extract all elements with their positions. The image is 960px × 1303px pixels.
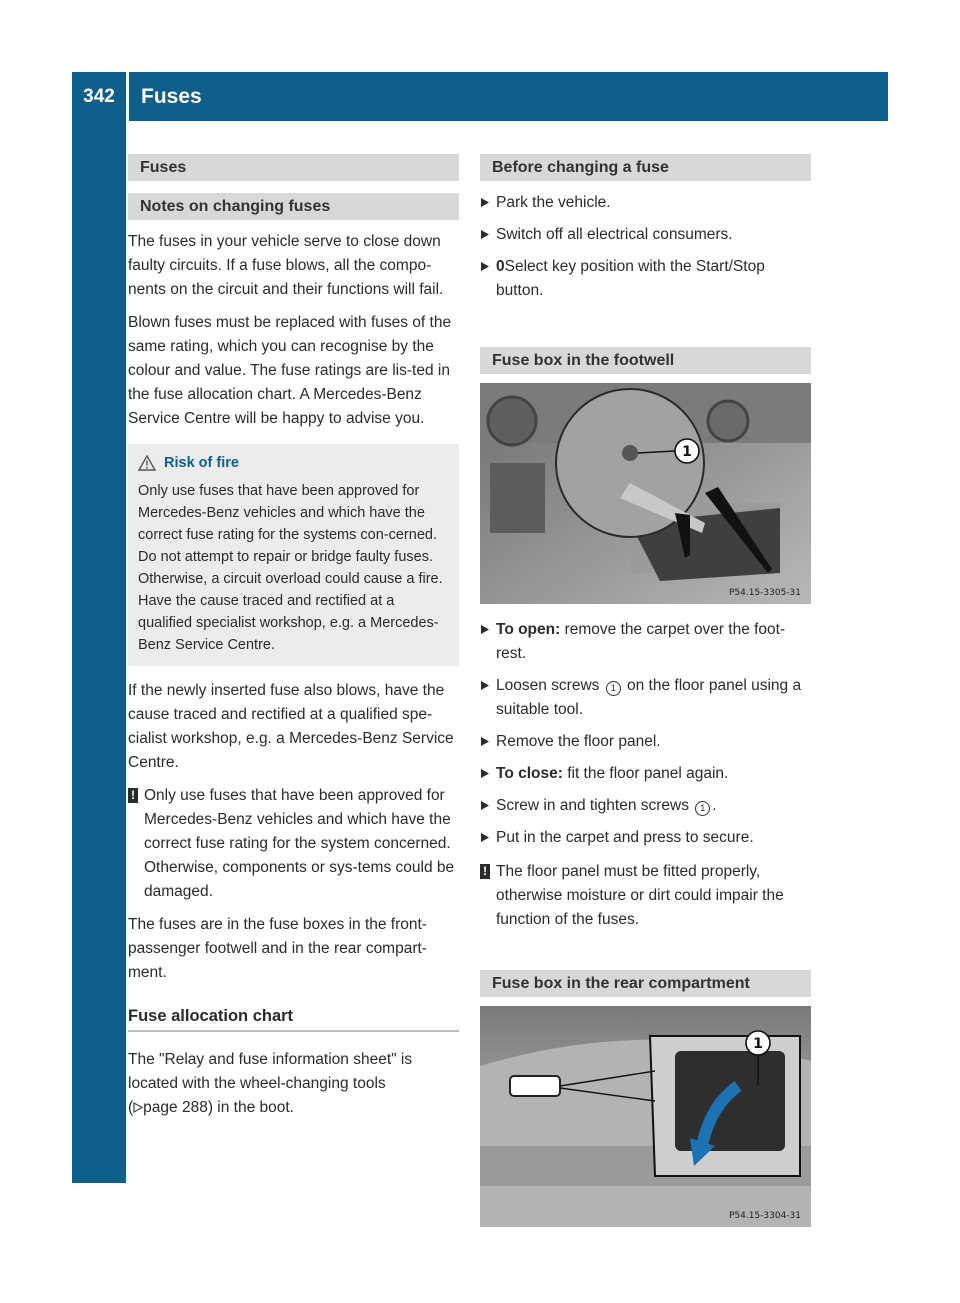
warning-box (128, 444, 459, 666)
left-column (128, 154, 459, 1120)
step-arrow-icon (480, 832, 490, 843)
instruction-step (480, 618, 811, 666)
step-emphasis: 0 (496, 258, 505, 275)
svg-text:1: 1 (753, 1036, 763, 1052)
page-title: Fuses (141, 84, 202, 108)
step-arrow-icon (480, 624, 490, 635)
exclamation-icon: ! (480, 864, 490, 879)
warning-title-row (138, 452, 449, 474)
warning-text: Only use fuses that have been approved for Mercedes-Benz vehicles and which have the correct fuse rating for the systems con-cerned. Do not attempt to repair or bridge faulty fuses. Otherwise, a circuit overload could cause a fire. Have the cause traced and rectified at a qualified specialist workshop, e.g. a Mercedes-Benz Service Centre. (138, 483, 443, 653)
step-text: on the floor panel using a suitable tool. (496, 677, 802, 718)
instruction-step (480, 826, 811, 850)
step-text: remove the carpet over the foot-rest. (496, 621, 786, 662)
page-ref-arrow-icon (133, 1102, 143, 1113)
footwell-figure-reference: P54.15-3305-31 (728, 588, 801, 598)
instruction-step (480, 223, 811, 247)
footwell-steps-list (480, 618, 811, 850)
rear-figure-reference: P54.15-3304-31 (728, 1211, 801, 1221)
step-text: Switch off all electrical consumers. (496, 226, 733, 243)
exclamation-icon: ! (128, 788, 138, 803)
step-emphasis: To open: (496, 621, 561, 638)
instruction-step (480, 762, 811, 786)
instruction-step (480, 255, 811, 303)
subsection-title-notes: Notes on changing fuses (128, 193, 459, 220)
step-text: Put in the carpet and press to secure. (496, 829, 754, 846)
svg-text:1: 1 (682, 444, 692, 460)
callout-1-icon: 1 (606, 681, 621, 696)
step-text: Screw in and tighten screws (496, 797, 694, 814)
section-title-fuses: Fuses (128, 154, 459, 181)
page-reference-link[interactable]: page 288) in the boot. (143, 1099, 294, 1116)
paragraph-5: The "Relay and fuse information sheet" is located with the wheel-changing tools ( page 288) in the boot. (128, 1051, 413, 1116)
side-tab-label: Practical advice (86, 489, 112, 663)
footwell-caution-note (480, 860, 811, 932)
subheading-fuse-allocation-chart: Fuse allocation chart (128, 1007, 459, 1032)
step-arrow-icon (480, 768, 490, 779)
before-steps-list (480, 191, 811, 303)
section-title-rear: Fuse box in the rear compartment (480, 970, 811, 997)
right-column (480, 154, 811, 1227)
paragraph-5-text: The "Relay and fuse information sheet" is located with the wheel-changing tools (128, 1051, 413, 1092)
step-text: Park the vehicle. (496, 194, 611, 211)
paragraph-2: Blown fuses must be replaced with fuses of the same rating, which you can recognise by the colour and value. The fuse ratings are lis-ted in the fuse allocation chart. A Mercedes-Benz Service Centre will be happy to advise you. (128, 314, 452, 427)
step-emphasis: To close: (496, 765, 563, 782)
instruction-step (480, 191, 811, 215)
step-text: Remove the floor panel. (496, 733, 661, 750)
rear-compartment-illustration (480, 1006, 811, 1227)
section-title-footwell: Fuse box in the footwell (480, 347, 811, 374)
step-arrow-icon (480, 800, 490, 811)
rear-figure (480, 1006, 811, 1227)
instruction-step (480, 794, 811, 818)
step-text: . (712, 797, 717, 814)
warning-triangle-icon (138, 455, 156, 471)
footwell-note-text: The floor panel must be fitted properly, otherwise moisture or dirt could impair the function of the fuses. (496, 863, 784, 928)
footwell-illustration (480, 383, 811, 604)
step-arrow-icon (480, 229, 490, 240)
callout-1-icon: 1 (695, 801, 710, 816)
step-arrow-icon (480, 736, 490, 747)
step-text: with the Start/Stop button. (496, 258, 765, 299)
footwell-figure (480, 383, 811, 604)
caution-note (128, 784, 459, 904)
warning-title: Risk of fire (164, 455, 239, 471)
page-number: 342 (83, 85, 115, 107)
paragraph-4: The fuses are in the fuse boxes in the front-passenger footwell and in the rear compart-ment. (128, 916, 427, 981)
step-arrow-icon (480, 680, 490, 691)
step-text: fit the floor panel again. (562, 765, 729, 782)
section-title-before-changing: Before changing a fuse (480, 154, 811, 181)
caution-note-text: Only use fuses that have been approved for Mercedes-Benz vehicles and which have the correct fuse rating for the system concerned. Otherwise, components or sys-tems could be damaged. (144, 787, 455, 900)
header-divider (126, 72, 129, 121)
paragraph-3: If the newly inserted fuse also blows, have the cause traced and rectified at a qualified spe-cialist workshop, e.g. a Mercedes-Benz Service Centre. (128, 682, 454, 771)
step-text: Select key position (504, 258, 639, 275)
paragraph-1: The fuses in your vehicle serve to close down faulty circuits. If a fuse blows, all the compo-nents on the circuit and their functions will fail. (128, 233, 444, 298)
step-text: Loosen screws (496, 677, 604, 694)
instruction-step (480, 674, 811, 722)
step-arrow-icon (480, 197, 490, 208)
step-arrow-icon (480, 261, 490, 272)
instruction-step (480, 730, 811, 754)
